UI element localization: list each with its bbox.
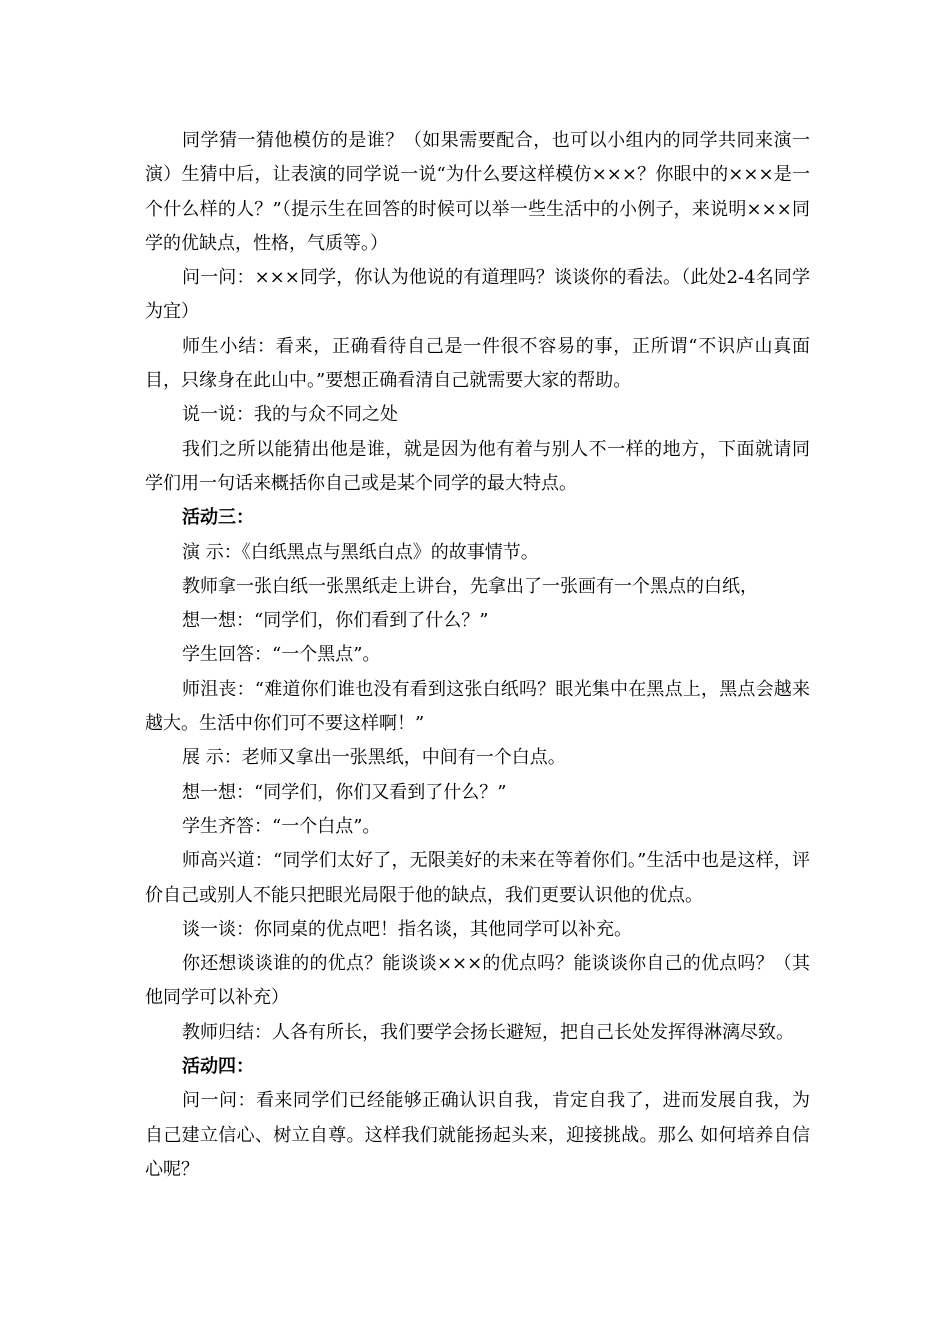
paragraph-summary: 师生小结：看来，正确看待自己是一件很不容易的事，正所谓“不识庐山真面目，只缘身在此山中。”要想正确看清自己就需要大家的帮助。 <box>145 335 810 392</box>
heading-activity-three: 活动三： <box>182 507 254 529</box>
paragraph-biggest-feature: 我们之所以能猜出他是谁，就是因为他有着与别人不一样的地方，下面就请同学们用一句话来概括你自己或是某个同学的最大特点。 <box>145 438 810 494</box>
paragraph-imitation-guess: 同学猜一猜他模仿的是谁？（如果需要配合，也可以小组内的同学共同来演一演）生猜中后，让表演的同学说一说“为什么要这样模仿×××？你眼中的×××是一个什么样的人？”（提示生在回答的时候可以举一些生活中的小例子，来说明×××同学的优缺点，性格，气质等。） <box>145 130 810 254</box>
document-body <box>145 124 810 1187</box>
paragraph-think-again: 想一想：“同学们，你们又看到了什么？” <box>182 781 507 803</box>
paragraph-build-confidence: 问一问：看来同学们已经能够正确认识自我，肯定自我了，进而发展自我，为自己建立信心、树立自尊。这样我们就能扬起头来，迎接挑战。那么 如何培养自信心呢？ <box>145 1090 810 1180</box>
heading-activity-four: 活动四： <box>182 1056 254 1078</box>
paragraph-demo-story: 演 示：《白纸黑点与黑纸白点》的故事情节。 <box>182 541 539 563</box>
paragraph-ask-opinion: 问一问：×××同学，你认为他说的有道理吗？谈谈你的看法。（此处2-4名同学为宜） <box>145 267 810 323</box>
paragraph-say-uniqueness: 说一说：我的与众不同之处 <box>182 404 398 426</box>
paragraph-show-black-paper: 展 示：老师又拿出一张黑纸，中间有一个白点。 <box>182 747 566 769</box>
paragraph-think-what-seen: 想一想：“同学们，你们看到了什么？” <box>182 610 489 632</box>
paragraph-more-strengths: 你还想谈谈谁的的优点？能谈谈×××的优点吗？能谈谈你自己的优点吗？（其他同学可以补充） <box>145 953 810 1009</box>
paragraph-teacher-disappointed: 师沮丧：“难道你们谁也没有看到这张白纸吗？眼光集中在黑点上，黑点会越来越大。生活中你们可不要这样啊！” <box>145 678 810 735</box>
paragraph-teacher-papers: 教师拿一张白纸一张黑纸走上讲台，先拿出了一张画有一个黑点的白纸， <box>182 575 758 597</box>
paragraph-student-answer-white: 学生齐答：“一个白点”。 <box>182 815 381 837</box>
paragraph-teacher-happy: 师高兴道：“同学们太好了，无限美好的未来在等着你们。”生活中也是这样，评价自己或别人不能只把眼光局限于他的缺点，我们更要认识他的优点。 <box>145 850 810 906</box>
paragraph-teacher-conclusion: 教师归结：人各有所长，我们要学会扬长避短，把自己长处发挥得淋漓尽致。 <box>182 1021 794 1043</box>
paragraph-talk-deskmate: 谈一谈：你同桌的优点吧！指名谈，其他同学可以补充。 <box>182 918 632 940</box>
paragraph-student-answer-black: 学生回答：“一个黑点”。 <box>182 644 381 666</box>
